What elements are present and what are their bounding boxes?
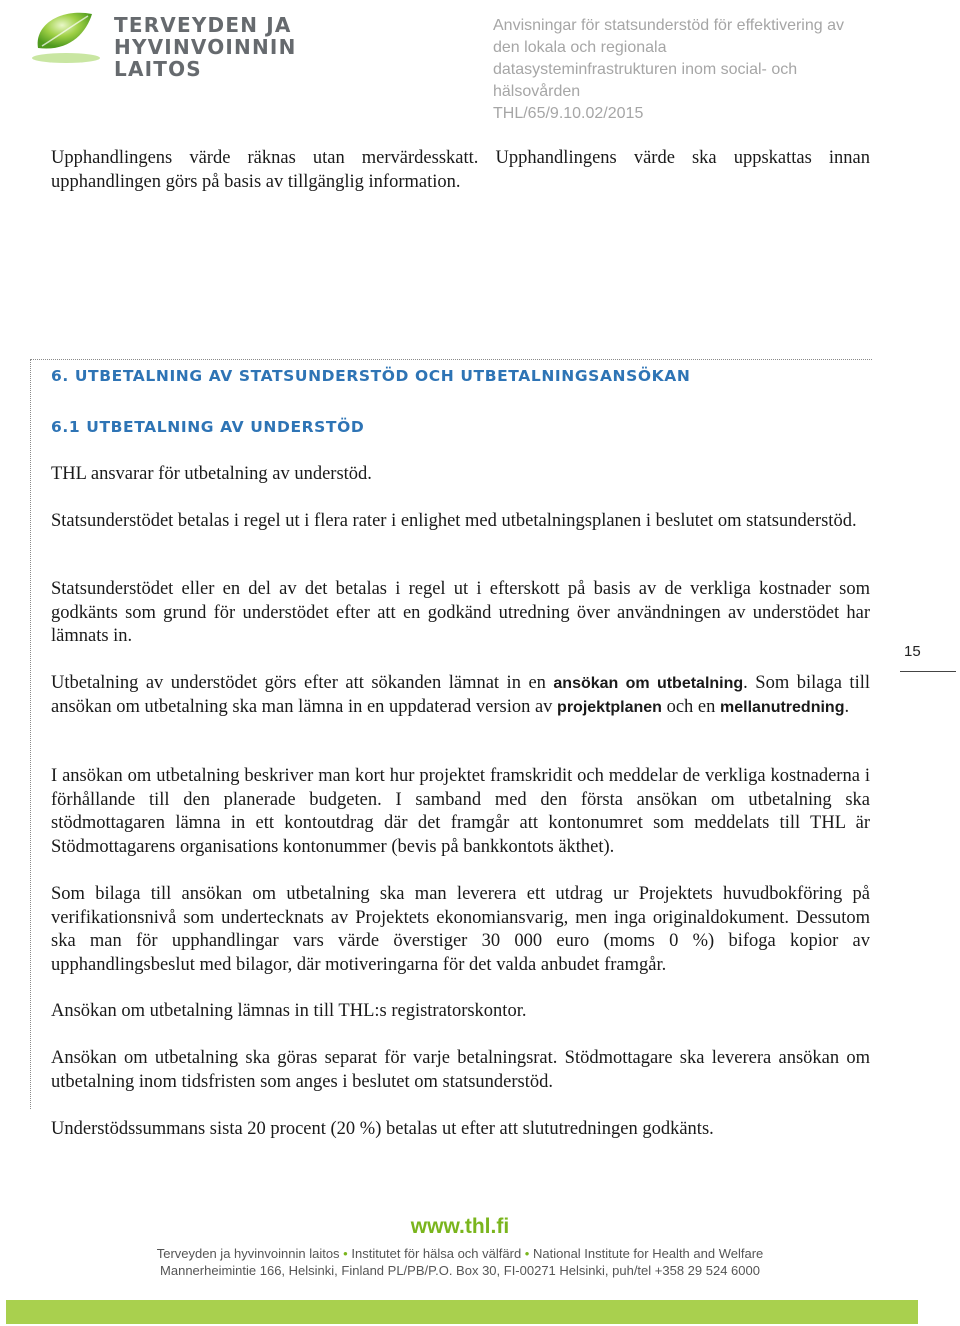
thl-logo (28, 6, 368, 81)
doc-reference: THL/65/9.10.02/2015 (493, 105, 644, 122)
footer-url[interactable]: www.thl.fi (410, 1215, 510, 1238)
logo-wordmark (114, 14, 368, 80)
paragraph: THL ansvarar för utbetalning av understöd. (51, 464, 372, 484)
logo-line-1: TERVEYDEN JA (114, 13, 292, 37)
bold-term: ansökan om utbetalning (553, 675, 744, 692)
doc-title-line: den lokala och regionala (493, 39, 667, 56)
paragraph: Som bilaga till ansökan om utbetalning ska man leverera ett utdrag ur Projektets huvudbokföring på verifikationsnivå som undertecknats av Projektets ekonomiansvarig, men inga originaldokument. Dessutom ska man för upphandlingar vars värde överstiger 30 000 euro (moms 0 %) bifoga kopior av upphandlingsbeslut med bilagor, där motiveringarna för det valda anbudet framgår. (51, 884, 870, 975)
institute-name-en: National Institute for Health and Welfare (532, 1246, 764, 1261)
institute-name-sv: Institutet för hälsa och välfärd (351, 1246, 522, 1261)
page-number: 15 (904, 643, 921, 660)
intro-paragraph: Upphandlingens värde räknas utan mervärdesskatt. Upphandlingens värde ska uppskattas innan upphandlingen görs på basis av tillgänglig information. (51, 148, 870, 192)
thl-leaf-logo-icon (28, 6, 108, 66)
paragraph-with-bold-terms (51, 672, 870, 719)
doc-title-line: Anvisningar för statsunderstöd för effektivering av (493, 17, 844, 34)
paragraph-text: Utbetalning av understödet görs efter att sökanden lämnat in en (51, 673, 554, 693)
document-header (493, 15, 913, 125)
paragraph: Ansökan om utbetalning lämnas in till THL:s registratorskontor. (51, 1001, 527, 1021)
subsection-heading: 6.1 UTBETALNING AV UNDERSTÖD (51, 418, 365, 436)
paragraph: Statsunderstödet eller en del av det betalas i regel ut i efterskott på basis av de verkliga kostnader som godkänts som grund för understödet efter att en godkänd utredning över användningen av understödet har lämnats in. (51, 579, 870, 646)
institute-name-fi: Terveyden ja hyvinvoinnin laitos (156, 1246, 340, 1261)
section-border-left (30, 359, 31, 1109)
separator-bullet: • (524, 1246, 530, 1261)
bold-term: projektplanen (557, 698, 662, 716)
paragraph: I ansökan om utbetalning beskriver man kort hur projektet framskridit och meddelar de verkliga kostnaderna i förhållande till den planerade budgeten. I samband med den första ansökan om utbetalning ska stödmottagaren lämna in ett kontoutdrag där det framgår att kontonumret som meddelats till THL är Stödmottagarens organisations kontonummer (bevis på bankkontots äkthet). (51, 766, 870, 857)
paragraph: Understödssummans sista 20 procent (20 %) betalas ut efter att slututredningen godkänts. (51, 1119, 714, 1139)
separator-bullet: • (343, 1246, 348, 1261)
section-heading: 6. UTBETALNING AV STATSUNDERSTÖD OCH UTBETALNINGSANSÖKAN (51, 367, 691, 385)
footer-address: Mannerheimintie 166, Helsinki, Finland PL/PB/P.O. Box 30, FI-00271 Helsinki, puh/tel +358 29 524 6000 (160, 1263, 760, 1278)
paragraph-text: . (844, 696, 850, 717)
paragraph: Statsunderstödet betalas i regel ut i flera rater i enlighet med utbetalningsplanen i beslutet om statsunderstöd. (51, 511, 857, 531)
footer-institute-names (0, 1246, 920, 1261)
paragraph-text: . Som bilaga till ansökan om utbetalning ska man lämna in en uppdaterad version av (51, 673, 870, 717)
doc-title-line: datasysteminfrastrukturen inom social- och (493, 61, 798, 78)
paragraph-text: och en (661, 696, 721, 717)
bold-term: mellanutredning (720, 698, 845, 716)
doc-title-line: hälsovården (493, 83, 581, 100)
paragraph: Ansökan om utbetalning ska göras separat för varje betalningsrat. Stödmottagare ska leverera ansökan om utbetalning inom tidsfristen som anges i beslutet om statsunderstöd. (51, 1048, 870, 1092)
section-border-top (30, 359, 872, 360)
footer-green-bar (6, 1300, 918, 1324)
page-number-rule (900, 671, 956, 672)
logo-line-2: HYVINVOINNIN LAITOS (114, 35, 297, 81)
